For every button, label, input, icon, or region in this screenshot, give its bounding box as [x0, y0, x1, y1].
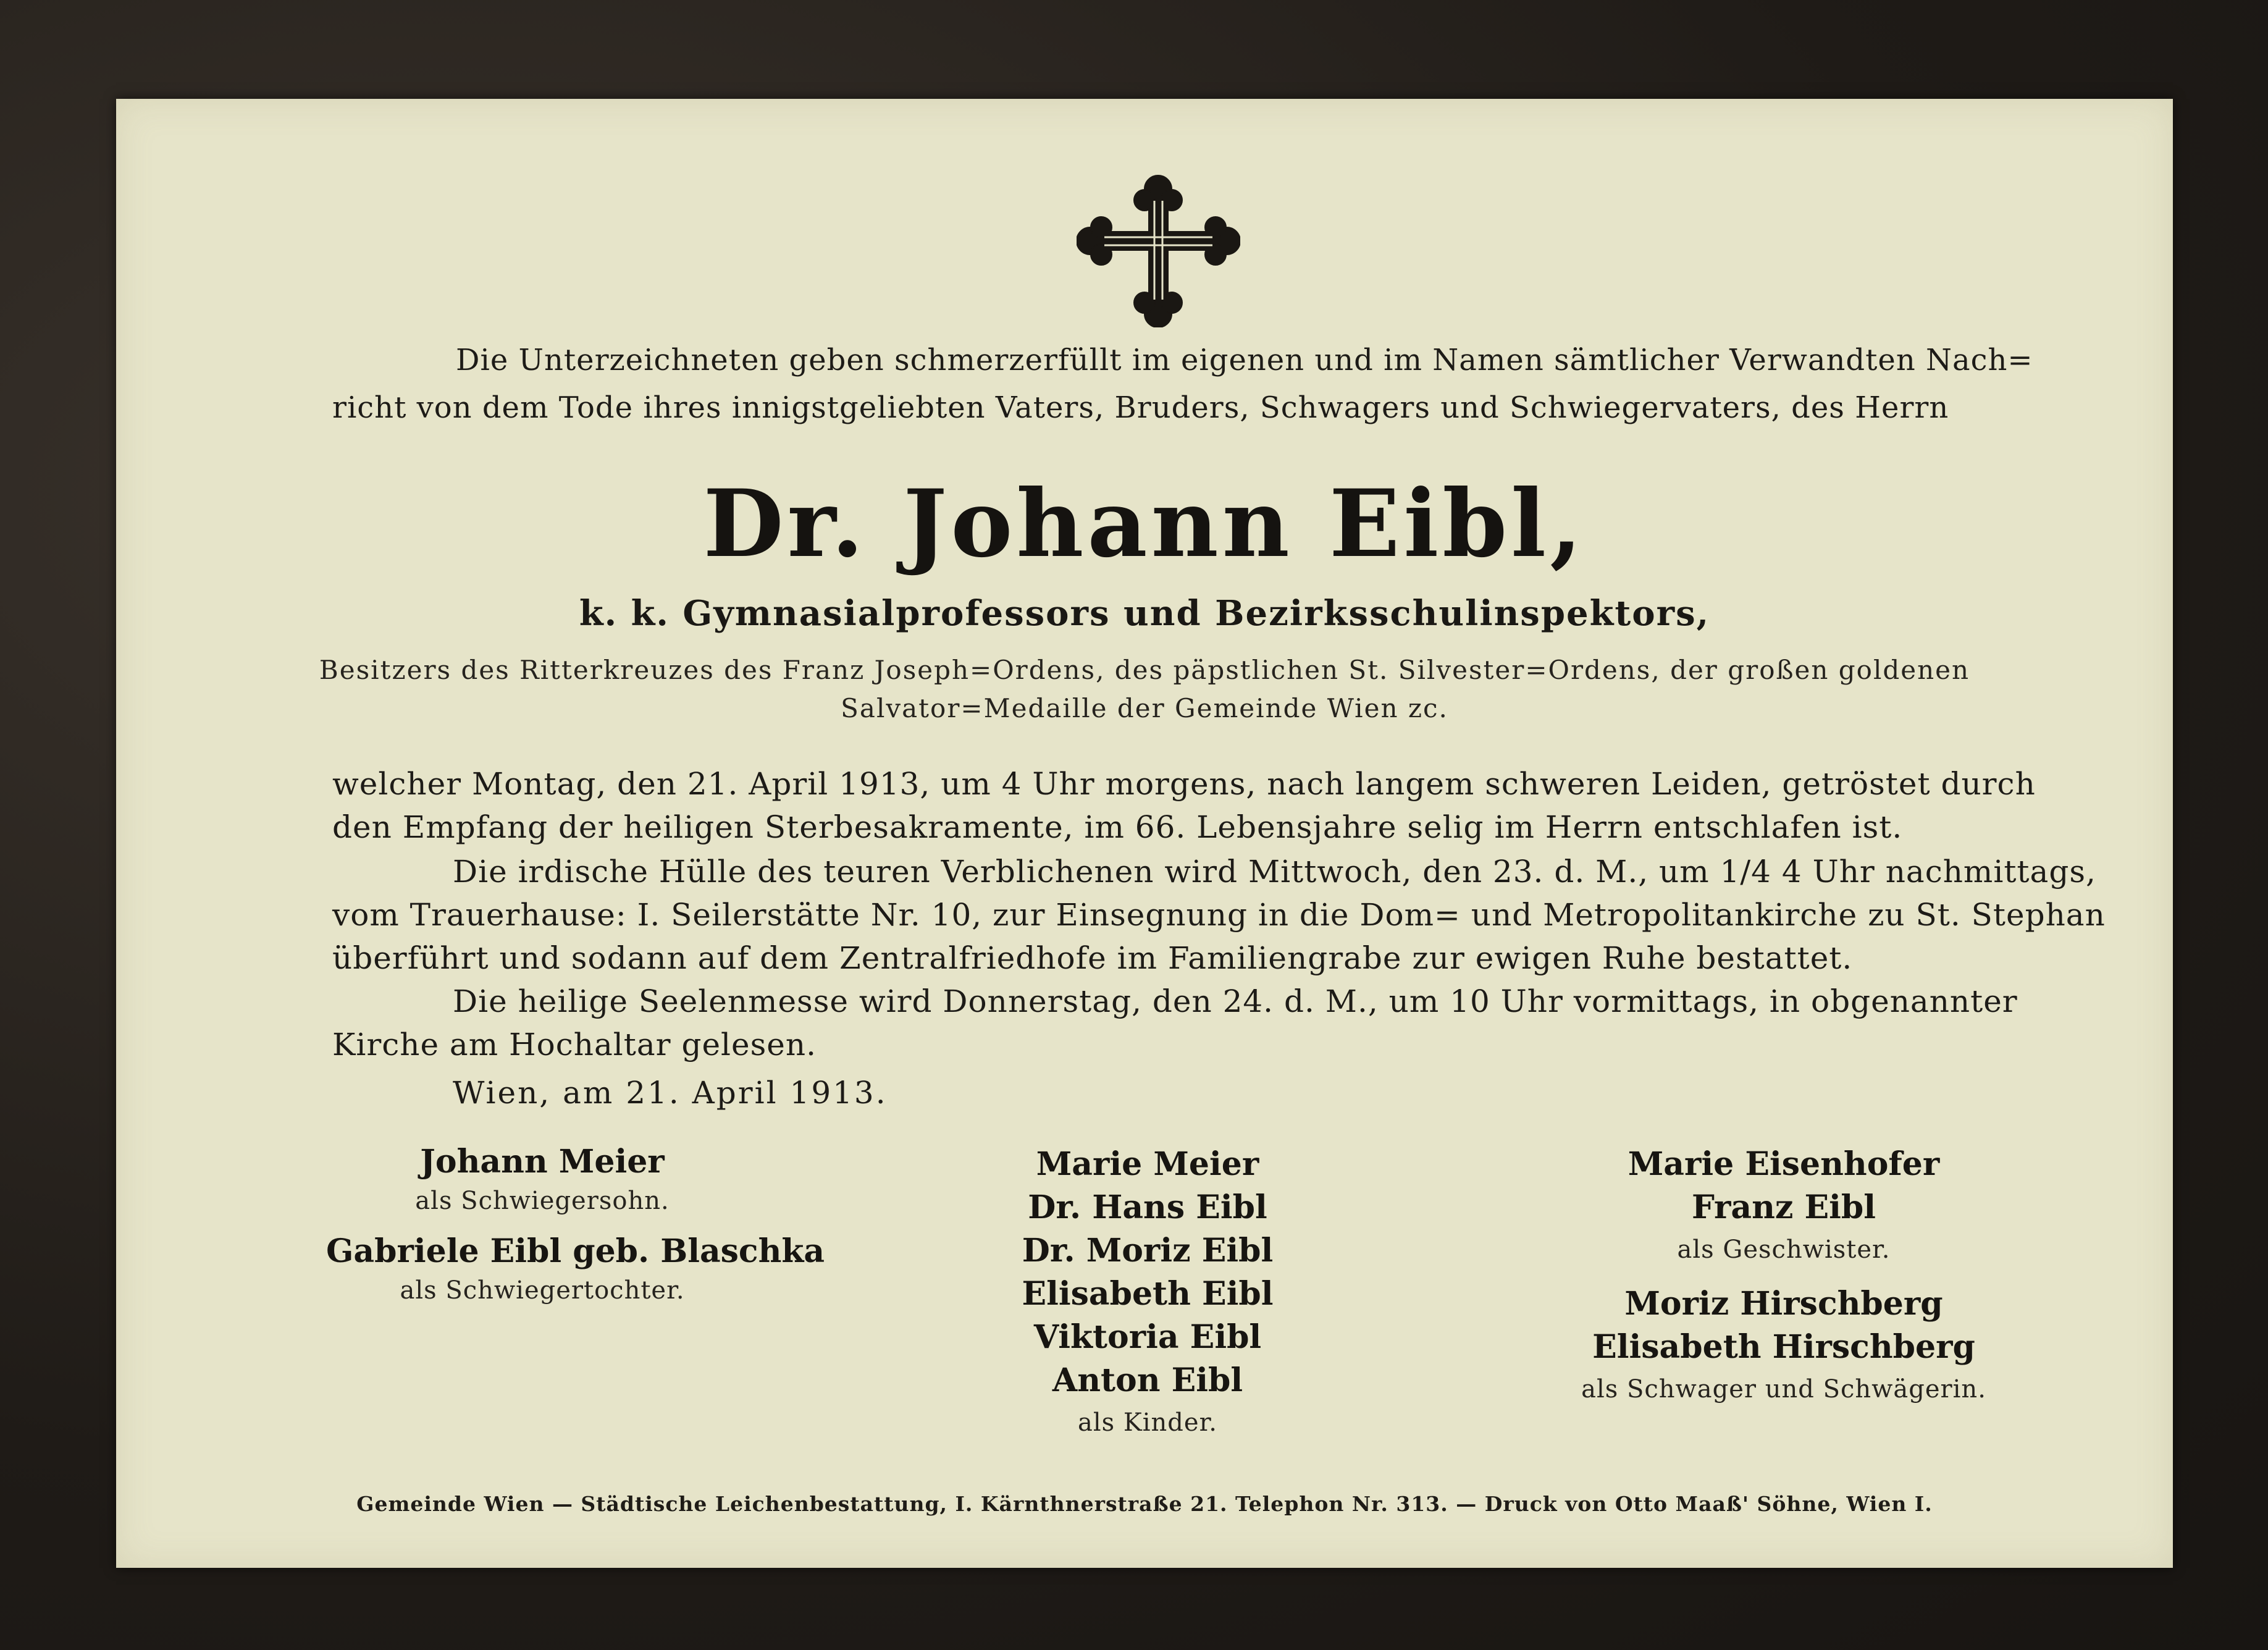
signatory-name: Moriz Hirschberg [1624, 1285, 1943, 1323]
dateline: Wien, am 21. April 1913. [453, 1075, 888, 1111]
body-line-1: welcher Montag, den 21. April 1913, um 4 Uhr morgens, nach langem schweren Leiden, getröstet durch [332, 766, 2036, 802]
body-line-2: den Empfang der heiligen Sterbesakramente, im 66. Lebensjahre selig im Herrn entschlafen ist. [332, 809, 1903, 845]
intro-line-2: richt von dem Tode ihres innigstgeliebten Vaters, Bruders, Schwagers und Schwiegervaters, des Herrn [332, 390, 1949, 425]
honors-line-2: Salvator=Medaille der Gemeinde Wien zc. [841, 693, 1448, 723]
body-line-7: Kirche am Hochaltar gelesen. [332, 1027, 817, 1063]
honors-line-1: Besitzers des Ritterkreuzes des Franz Joseph=Ordens, des päpstlichen St. Silvester=Ordens, der großen goldenen [319, 655, 1970, 685]
deceased-title: k. k. Gymnasialprofessors und Bezirksschulinspektors, [579, 593, 1710, 634]
deceased-name: Dr. Johann Eibl, [703, 469, 1586, 578]
signatory-name: Johann Meier [420, 1143, 665, 1181]
cross-icon [1077, 173, 1240, 327]
signatory-name: Dr. Moriz Eibl [1022, 1232, 1274, 1269]
printer-footer: Gemeinde Wien — Städtische Leichenbestattung, I. Kärnthnerstraße 21. Telephon Nr. 313. — Druck von Otto Maaß' Söhne, Wien I. [356, 1492, 1933, 1516]
signatory-relation: als Schwiegertochter. [400, 1276, 685, 1305]
body-line-4: vom Trauerhause: I. Seilerstätte Nr. 10, zur Einsegnung in die Dom= und Metropolitankirche zu St. Stephan [332, 897, 2106, 933]
body-line-5: überführt und sodann auf dem Zentralfriedhofe im Familiengrabe zur ewigen Ruhe bestattet. [332, 940, 1853, 976]
signatory-relation: als Schwager und Schwägerin. [1581, 1375, 1986, 1404]
signatory-name: Franz Eibl [1691, 1189, 1876, 1226]
signatory-relation: als Schwiegersohn. [415, 1187, 670, 1215]
signatory-relation: als Kinder. [1077, 1408, 1218, 1437]
signatories-middle [931, 1143, 1364, 1437]
signatory-name: Elisabeth Hirschberg [1592, 1328, 1975, 1366]
signatory-name: Viktoria Eibl [1033, 1318, 1262, 1356]
body-line-6: Die heilige Seelenmesse wird Donnerstag, den 24. d. M., um 10 Uhr vormittags, in obgenannter [453, 983, 2018, 1019]
signatory-relation: als Geschwister. [1677, 1235, 1891, 1264]
death-notice-paper [116, 99, 2173, 1568]
intro-line-1: Die Unterzeichneten geben schmerzerfüllt im eigenen und im Namen sämtlicher Verwandten Nach= [456, 343, 2033, 377]
signatory-name: Gabriele Eibl geb. Blaschka [326, 1232, 825, 1270]
signatory-name: Anton Eibl [1052, 1362, 1243, 1399]
signatory-name: Marie Meier [1036, 1145, 1259, 1183]
signatory-name: Elisabeth Eibl [1022, 1275, 1274, 1313]
signatory-name: Marie Eisenhofer [1628, 1145, 1940, 1183]
signatories-left [326, 1143, 825, 1305]
body-line-3: Die irdische Hülle des teuren Verblichenen wird Mittwoch, den 23. d. M., um 1/4 4 Uhr nachmittags, [453, 854, 2096, 890]
signatory-name: Dr. Hans Eibl [1028, 1189, 1267, 1226]
signatories-right [1537, 1143, 2031, 1404]
